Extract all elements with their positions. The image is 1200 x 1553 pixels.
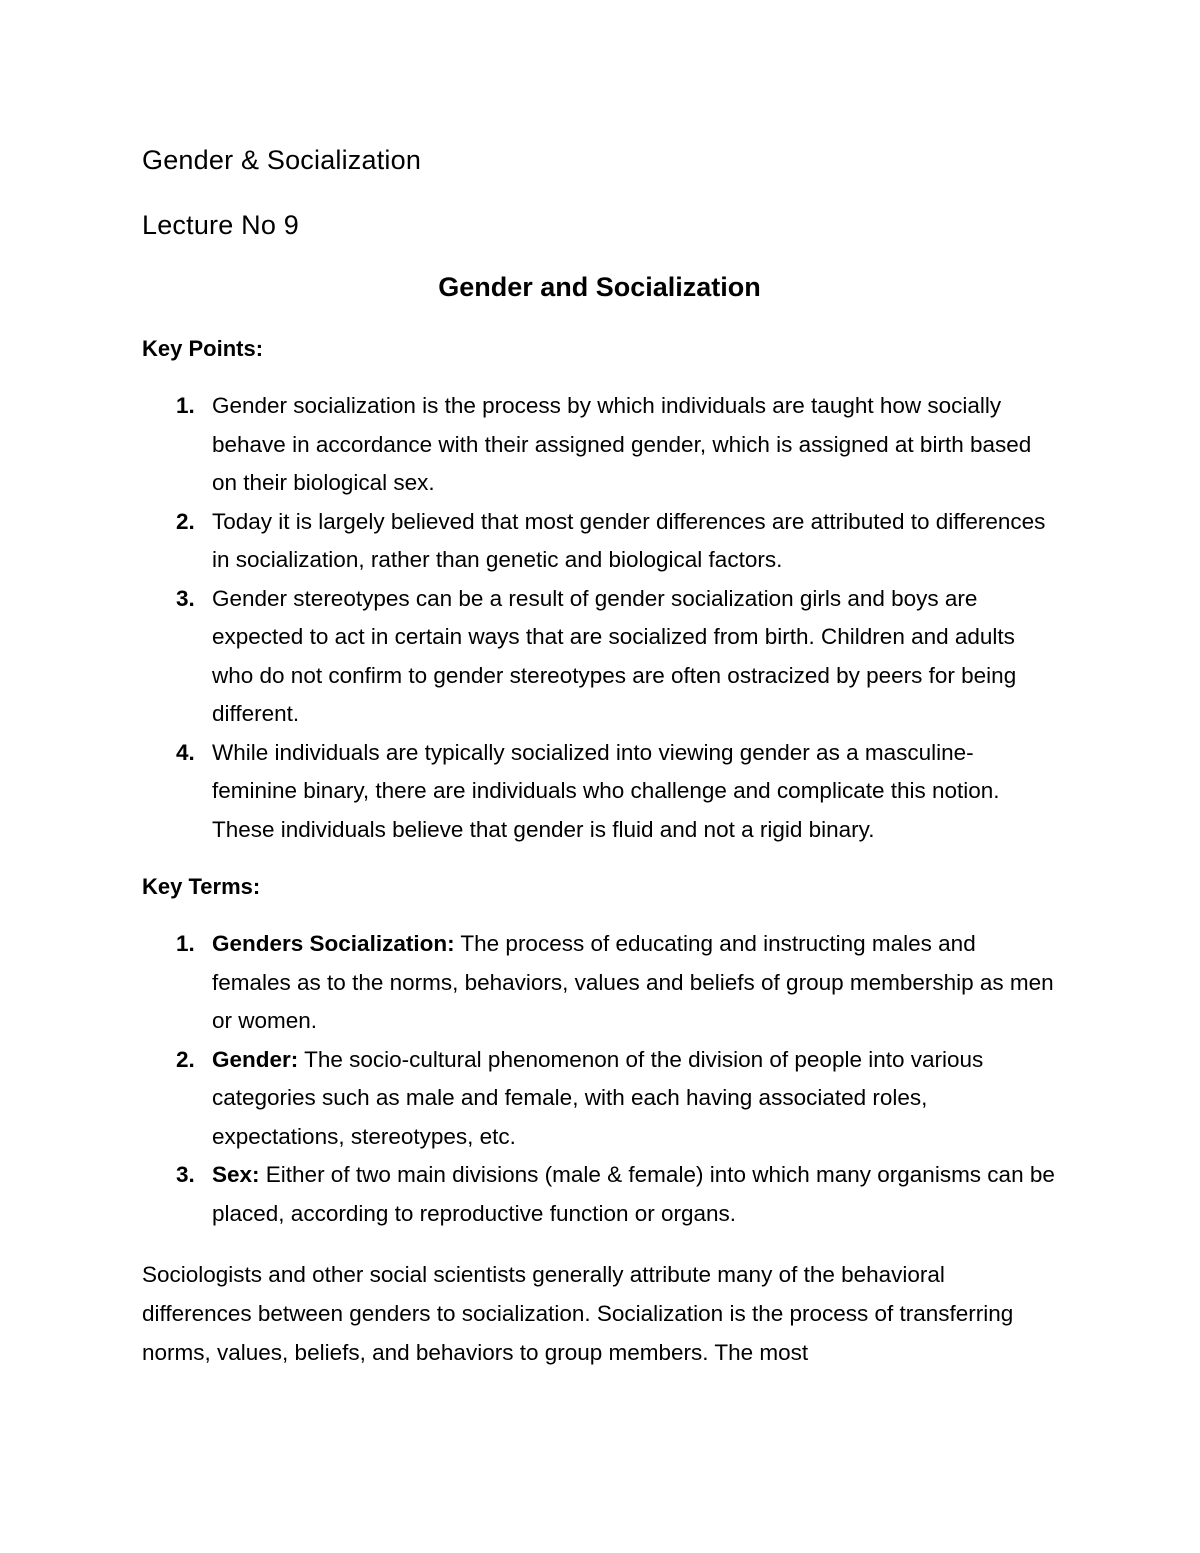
list-number: 2. [176, 508, 195, 534]
course-heading: Gender & Socialization [142, 145, 422, 175]
key-point-text: Today it is largely believed that most gender differences are attributed to differences in socialization, rather than genetic and biological factors. [212, 508, 1046, 572]
list-number: 1. [176, 393, 195, 418]
key-terms-list [142, 925, 1057, 1233]
key-point-item [142, 387, 1057, 503]
lecture-number: Lecture No 9 [142, 210, 299, 240]
key-term-item [142, 1041, 1057, 1157]
key-points-list [142, 387, 1057, 849]
key-point-text: While individuals are typically socialized into viewing gender as a masculine-feminine binary, there are individuals who challenge and complicate this notion. These individuals believe that gender is fluid and not a rigid binary. [212, 739, 1000, 842]
key-term-item [142, 1156, 1057, 1233]
key-point-item [142, 503, 1057, 580]
document-content [142, 140, 1057, 1372]
list-number: 4. [176, 739, 195, 765]
key-points-label: Key Points: [142, 336, 264, 361]
term-definition: Either of two main divisions (male & female) into which many organisms can be placed, according to reproductive function or organs. [212, 1162, 1055, 1226]
key-term-item [142, 925, 1057, 1041]
term-name: Sex: [212, 1162, 260, 1187]
term-name: Gender: [212, 1046, 299, 1072]
body-paragraph: Sociologists and other social scientists generally attribute many of the behavioral differences between genders to socialization. Socialization is the process of transferring norms, values, beliefs, and behaviors to group members. The most [142, 1262, 1014, 1365]
document-title: Gender and Socialization [438, 272, 761, 302]
list-number: 3. [176, 585, 195, 611]
list-number: 3. [176, 1162, 195, 1187]
key-terms-label: Key Terms: [142, 874, 261, 899]
key-point-text: Gender stereotypes can be a result of gender socialization girls and boys are expected to act in certain ways that are socialized from birth. Children and adults who do not confirm to gender stereotypes are often ostracized by peers for being different. [212, 585, 1017, 726]
key-point-item [142, 580, 1057, 734]
list-number: 1. [176, 931, 195, 956]
key-point-item [142, 734, 1057, 850]
list-number: 2. [176, 1046, 195, 1072]
key-point-text: Gender socialization is the process by which individuals are taught how socially behave in accordance with their assigned gender, which is assigned at birth based on their biological sex. [212, 393, 1032, 495]
term-name: Genders Socialization: [212, 931, 455, 956]
term-definition: The process of educating and instructing males and females as to the norms, behaviors, values and beliefs of group membership as men or women. [212, 931, 1054, 1033]
term-definition: The socio-cultural phenomenon of the division of people into various categories such as male and female, with each having associated roles, expectations, stereotypes, etc. [212, 1046, 984, 1149]
